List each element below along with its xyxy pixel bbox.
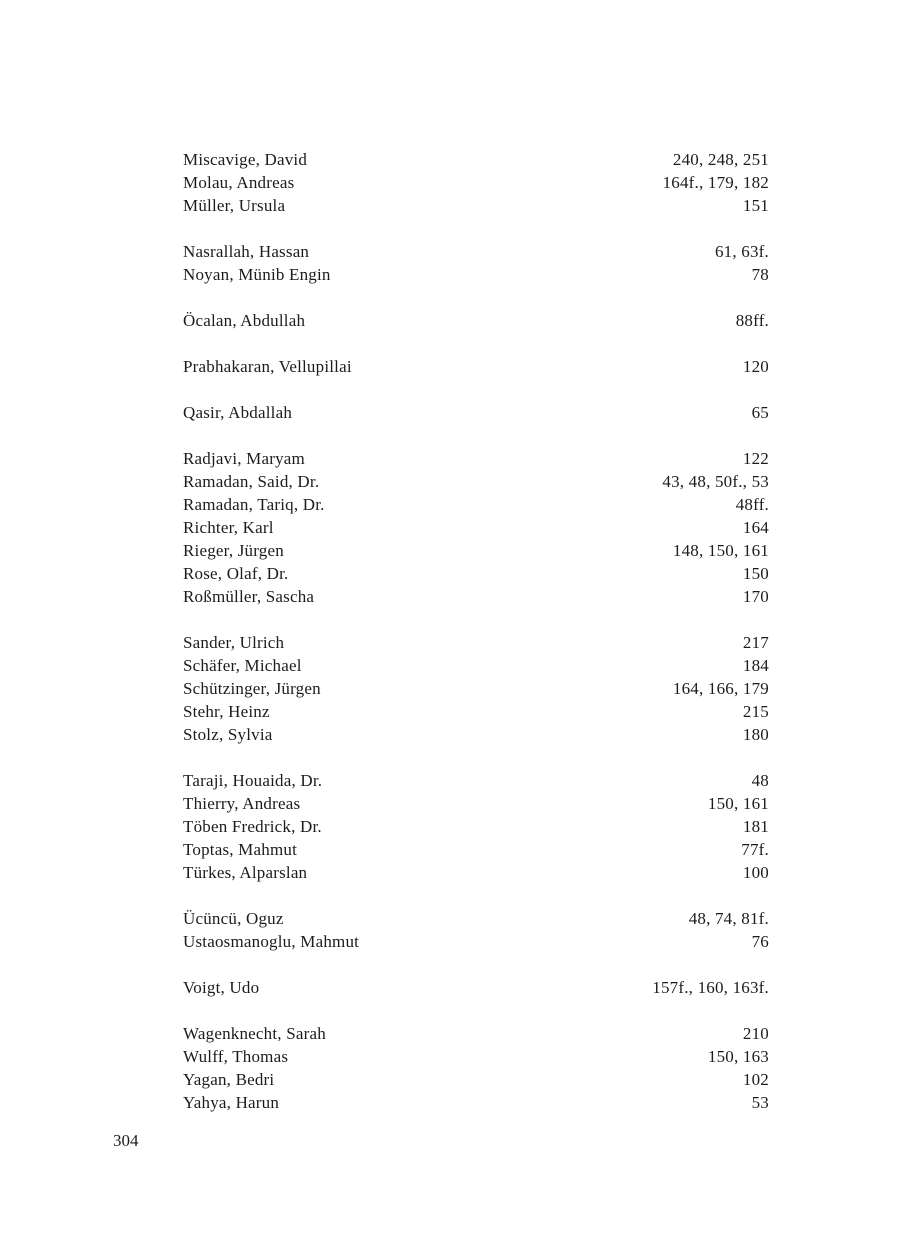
entry-name: Richter, Karl [183, 518, 274, 537]
entry-name: Roßmüller, Sascha [183, 587, 315, 606]
entry-pages: 120 [742, 357, 769, 376]
index-entry [183, 815, 769, 838]
entry-pages: 76 [751, 932, 769, 951]
entry-pages: 180 [742, 725, 769, 744]
index-group [183, 769, 769, 884]
entry-name: Miscavige, David [183, 150, 308, 169]
entry-name: Taraji, Houaida, Dr. [183, 771, 323, 790]
entry-name: Schützinger, Jürgen [183, 679, 321, 698]
index-entry [183, 171, 769, 194]
index-entry [183, 1022, 769, 1045]
entry-pages: 217 [742, 633, 769, 652]
index-entry [183, 263, 769, 286]
index-entry [183, 907, 769, 930]
index-entry [183, 309, 769, 332]
entry-pages: 157f., 160, 163f. [652, 978, 769, 997]
index-group [183, 907, 769, 953]
index-group [183, 976, 769, 999]
entry-name: Ustaosmanoglu, Mahmut [183, 932, 360, 951]
index-entry [183, 631, 769, 654]
entry-pages: 215 [742, 702, 769, 721]
entry-pages: 48, 74, 81f. [688, 909, 769, 928]
index-entry [183, 585, 769, 608]
index-entry [183, 240, 769, 263]
entry-pages: 100 [742, 863, 769, 882]
index-entry [183, 1045, 769, 1068]
entry-pages: 181 [742, 817, 769, 836]
entry-pages: 210 [742, 1024, 769, 1043]
entry-pages: 164, 166, 179 [672, 679, 769, 698]
entry-name: Nasrallah, Hassan [183, 242, 310, 261]
entry-name: Stolz, Sylvia [183, 725, 273, 744]
index-entry [183, 562, 769, 585]
entry-name: Türkes, Alparslan [183, 863, 308, 882]
entry-pages: 65 [751, 403, 769, 422]
entry-name: Ücüncü, Oguz [183, 909, 284, 928]
entry-pages: 102 [742, 1070, 769, 1089]
entry-pages: 151 [742, 196, 769, 215]
index-group [183, 447, 769, 608]
index-group [183, 1022, 769, 1114]
entry-pages: 150 [742, 564, 769, 583]
entry-name: Molau, Andreas [183, 173, 295, 192]
index-list [183, 148, 769, 1137]
entry-name: Toptas, Mahmut [183, 840, 297, 859]
entry-name: Ramadan, Tariq, Dr. [183, 495, 325, 514]
entry-name: Sander, Ulrich [183, 633, 285, 652]
index-entry [183, 792, 769, 815]
entry-name: Rose, Olaf, Dr. [183, 564, 289, 583]
entry-name: Yagan, Bedri [183, 1070, 275, 1089]
entry-pages: 122 [742, 449, 769, 468]
index-entry [183, 401, 769, 424]
entry-pages: 148, 150, 161 [672, 541, 769, 560]
index-entry [183, 516, 769, 539]
entry-pages: 170 [742, 587, 769, 606]
entry-name: Qasir, Abdallah [183, 403, 293, 422]
index-entry [183, 861, 769, 884]
index-entry [183, 194, 769, 217]
entry-name: Wagenknecht, Sarah [183, 1024, 326, 1043]
entry-pages: 48ff. [735, 495, 769, 514]
index-group [183, 240, 769, 286]
entry-pages: 88ff. [735, 311, 769, 330]
entry-pages: 184 [742, 656, 769, 675]
index-entry [183, 976, 769, 999]
entry-pages: 61, 63f. [714, 242, 769, 261]
entry-name: Schäfer, Michael [183, 656, 302, 675]
entry-name: Wulff, Thomas [183, 1047, 289, 1066]
entry-pages: 164 [742, 518, 769, 537]
entry-pages: 78 [751, 265, 769, 284]
index-group [183, 148, 769, 217]
index-group [183, 631, 769, 746]
index-entry [183, 769, 769, 792]
index-entry [183, 677, 769, 700]
entry-name: Stehr, Heinz [183, 702, 270, 721]
index-entry [183, 1068, 769, 1091]
entry-name: Müller, Ursula [183, 196, 286, 215]
entry-name: Voigt, Udo [183, 978, 260, 997]
index-entry [183, 355, 769, 378]
index-group [183, 401, 769, 424]
entry-name: Radjavi, Maryam [183, 449, 305, 468]
index-group [183, 355, 769, 378]
entry-name: Thierry, Andreas [183, 794, 301, 813]
entry-name: Ramadan, Said, Dr. [183, 472, 320, 491]
entry-pages: 150, 161 [707, 794, 769, 813]
entry-name: Noyan, Münib Engin [183, 265, 331, 284]
index-entry [183, 447, 769, 470]
entry-name: Töben Fredrick, Dr. [183, 817, 322, 836]
entry-pages: 48 [751, 771, 769, 790]
page-number: 304 [113, 1131, 139, 1150]
index-entry [183, 1091, 769, 1114]
entry-name: Yahya, Harun [183, 1093, 280, 1112]
entry-pages: 77f. [741, 840, 769, 859]
entry-pages: 43, 48, 50f., 53 [662, 472, 769, 491]
index-entry [183, 930, 769, 953]
index-entry [183, 723, 769, 746]
entry-pages: 240, 248, 251 [672, 150, 769, 169]
index-entry [183, 470, 769, 493]
entry-pages: 53 [751, 1093, 769, 1112]
entry-name: Öcalan, Abdullah [183, 311, 306, 330]
index-entry [183, 838, 769, 861]
index-entry [183, 654, 769, 677]
entry-pages: 164f., 179, 182 [662, 173, 769, 192]
index-entry [183, 539, 769, 562]
entry-name: Prabhakaran, Vellupillai [183, 357, 352, 376]
index-group [183, 309, 769, 332]
entry-name: Rieger, Jürgen [183, 541, 284, 560]
index-entry [183, 700, 769, 723]
entry-pages: 150, 163 [707, 1047, 769, 1066]
index-entry [183, 148, 769, 171]
index-entry [183, 493, 769, 516]
